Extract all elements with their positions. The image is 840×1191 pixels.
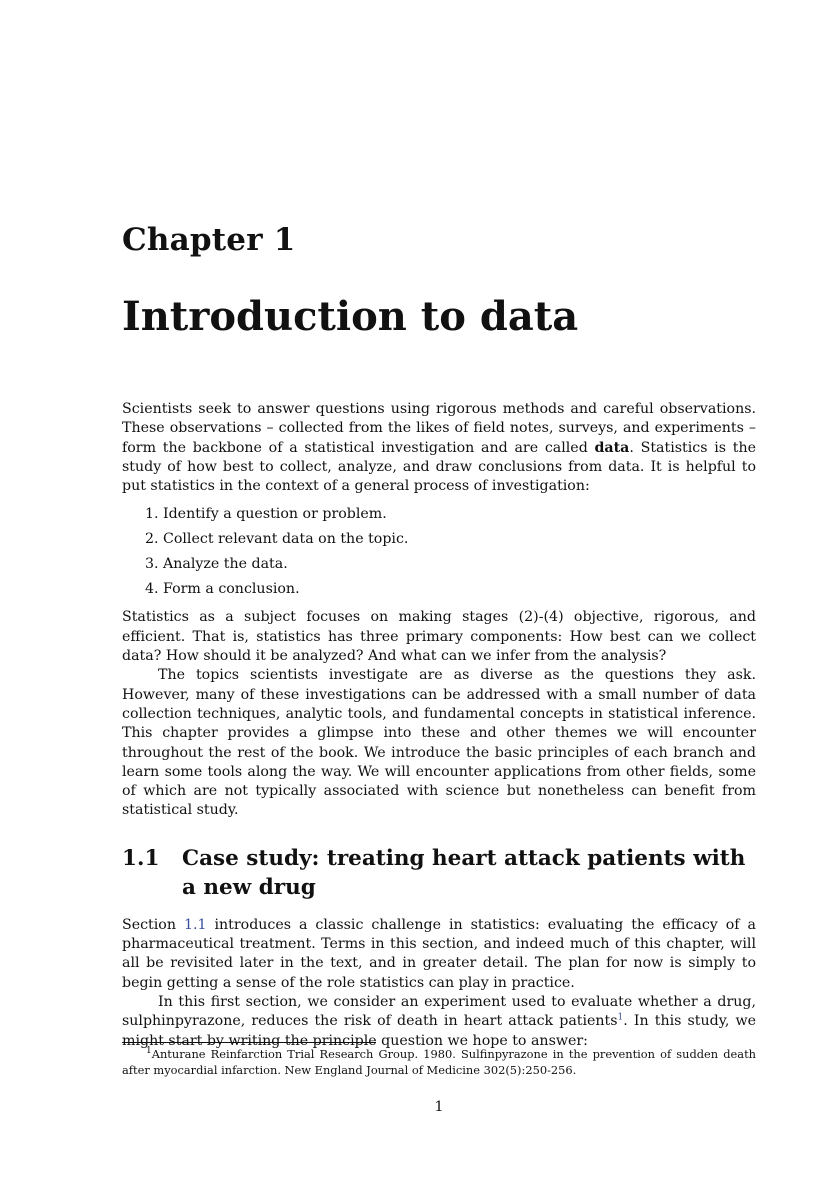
page-number: 1 [434,1099,444,1115]
intro-text: Scientists seek to answer questions using rigorous methods and careful observations. These observations – collected from the likes of field notes, surveys, and experiments – form the backbone of a statistical investigation and are called [122,401,756,456]
section-heading [122,844,756,902]
investigation-steps-list [122,502,756,602]
intro-text: . Statistics is the study of how best to collect, analyze, and draw conclusions from data. It is helpful to put statistics in the context of a general process of investigation: [122,439,756,495]
body-text [122,400,756,1051]
footnote-number: 1 [146,1046,152,1057]
list-item: 1. Identify a question or problem. [163,502,756,527]
footnote-marker[interactable]: 1 [617,1012,624,1023]
list-item: 4. Form a conclusion. [163,577,756,602]
section-text: Section [122,916,184,933]
footnote-text: Anturane Reinfarction Trial Research Group. 1980. Sulfinpyrazone in the prevention of sudden death after myocardial infarction. New England Journal of Medicine 302(5):250-256. [122,1047,756,1077]
list-item: 3. Analyze the data. [163,552,756,577]
section-text: introduces a classic challenge in statistics: evaluating the efficacy of a pharmaceutical treatment. Terms in this section, and indeed much of this chapter, will all be revisited later in the text, and in greater detail. The plan for now is simply to begin getting a sense of the role statistics can play in practice. [122,916,756,991]
footnote-body [122,1047,756,1078]
footnote-divider [122,1042,376,1043]
footnote [122,1047,756,1078]
section-paragraph-1 [122,916,756,993]
section-number: 1.1 [122,845,160,871]
section-text: In this first section, we consider an experiment used to evaluate whether a drug, sulphinpyrazone, reduces the risk of death in heart attack patients [122,993,756,1030]
list-item: 2. Collect relevant data on the topic. [163,527,756,552]
intro-paragraph-2: Statistics as a subject focuses on making stages (2)-(4) objective, rigorous, and efficient. That is, statistics has three primary components: How best can we collect data? How should it be analyzed? And what can we infer from the analysis? [122,609,756,665]
term-data: data [594,439,630,456]
section-reference-link[interactable]: 1.1 [183,916,207,933]
chapter-title: Introduction to data [122,293,579,340]
intro-paragraph-3: The topics scientists investigate are as diverse as the questions they ask. However, many of these investigations can be addressed with a small number of data collection techniques, analytic tools, and fundamental concepts in statistical inference. This chapter provides a glimpse into these and other themes we will encounter throughout the rest of the book. We introduce the basic principles of each branch and learn some tools along the way. We will encounter applications from other fields, some of which are not typically associated with science but nonetheless can benefit from statistical study. [122,667,756,819]
intro-paragraph-1 [122,400,756,496]
section-title: Case study: treating heart attack patients with a new drug [182,845,746,900]
section-text: . In this study, we might start by writing the principle question we hope to answer: [122,1013,756,1049]
chapter-label: Chapter 1 [122,222,296,258]
